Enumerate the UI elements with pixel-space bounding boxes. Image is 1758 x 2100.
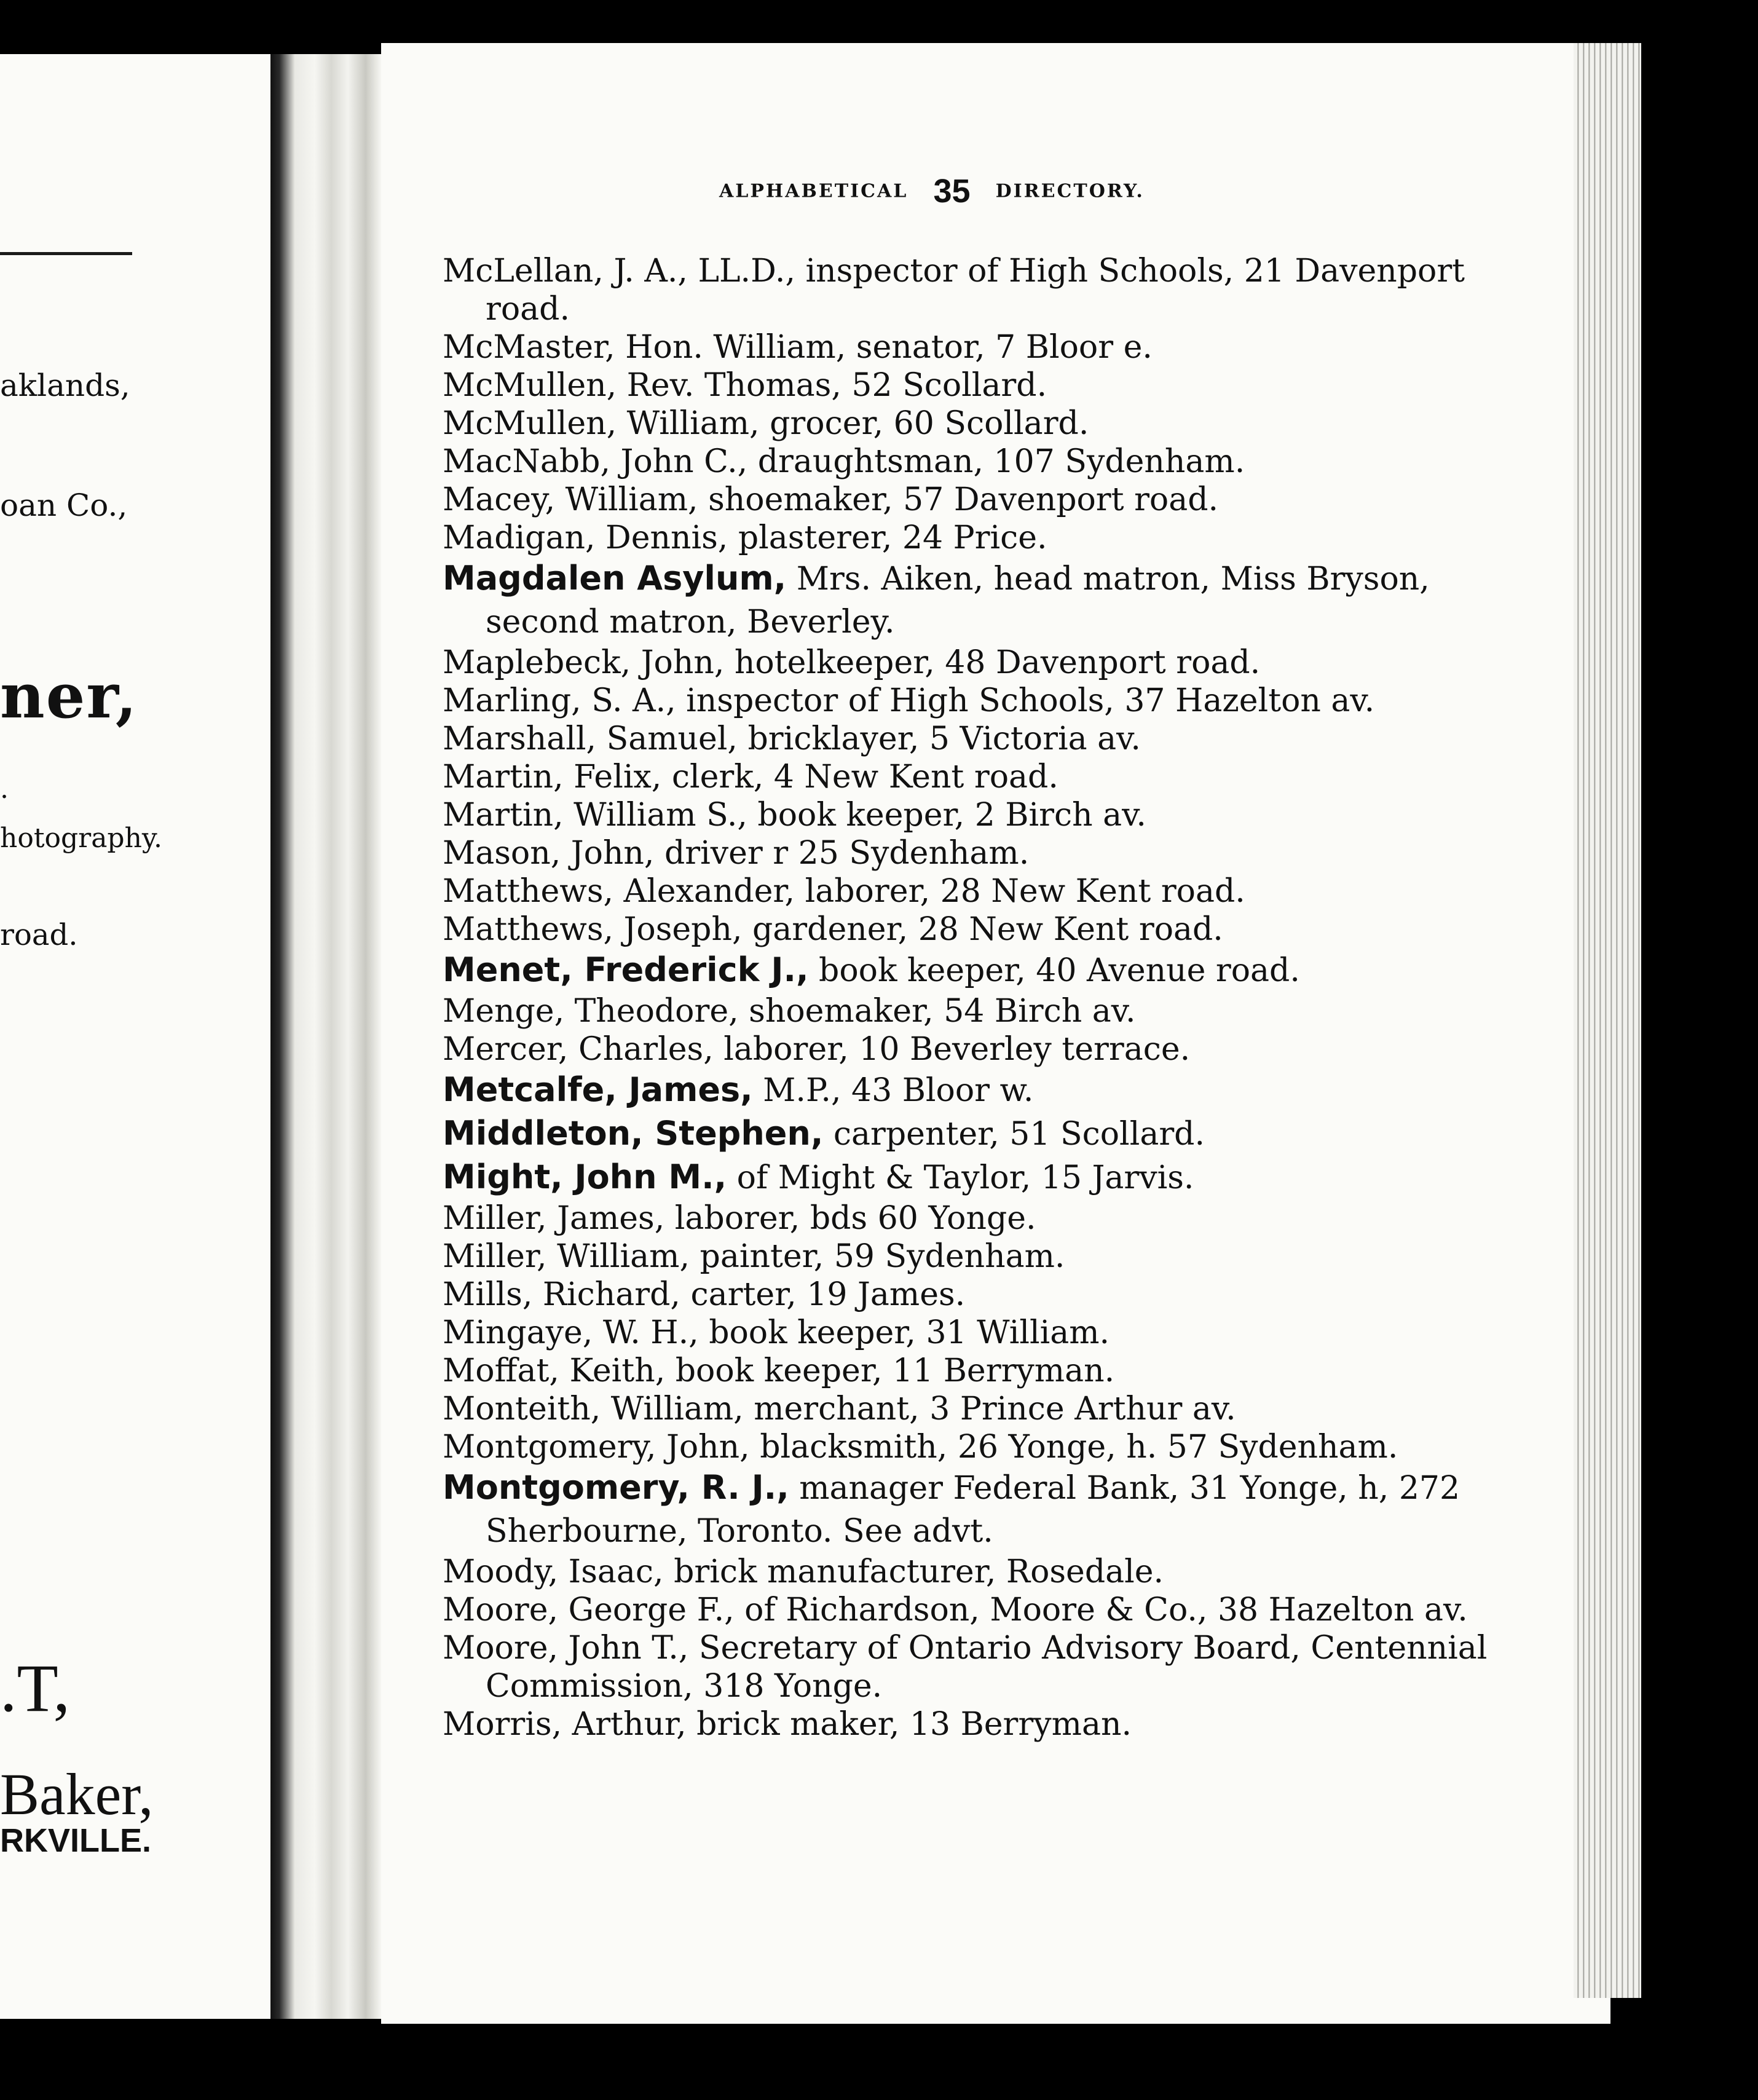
directory-entry bbox=[443, 720, 1524, 758]
entry-details: manager Federal Bank, 31 Yonge, h, 272 Sherbourne, Toronto. See advt. bbox=[486, 1470, 1460, 1550]
left-page-display-text: ner, bbox=[0, 660, 138, 732]
entry-details: senator, 7 Bloor e. bbox=[846, 329, 1153, 366]
entry-name: Montgomery, John, bbox=[443, 1429, 750, 1466]
entry-details: book keeper, 11 Berryman. bbox=[665, 1352, 1115, 1389]
directory-entry bbox=[443, 910, 1524, 949]
directory-entry bbox=[443, 443, 1524, 481]
directory-entries bbox=[443, 252, 1524, 1743]
directory-entry bbox=[443, 1466, 1524, 1553]
directory-entry bbox=[443, 1591, 1524, 1629]
entry-name: McMullen, William, bbox=[443, 405, 760, 442]
directory-entry bbox=[443, 1030, 1524, 1068]
entry-details: painter, 59 Sydenham. bbox=[690, 1238, 1065, 1275]
entry-name: McLellan, J. A., bbox=[443, 253, 688, 290]
entry-name: Macey, William, bbox=[443, 481, 698, 518]
entry-details: brick maker, 13 Berryman. bbox=[686, 1706, 1132, 1743]
entry-name: Martin, William S., bbox=[443, 797, 747, 834]
entry-details: blacksmith, 26 Yonge, h. 57 Sydenham. bbox=[749, 1429, 1398, 1466]
directory-entry bbox=[443, 1068, 1524, 1112]
entry-details: shoemaker, 54 Birch av. bbox=[738, 993, 1136, 1030]
left-page-text: . bbox=[0, 773, 9, 805]
entry-name: Madigan, Dennis, bbox=[443, 519, 728, 556]
directory-entry bbox=[443, 252, 1524, 328]
entry-details: draughtsman, 107 Sydenham. bbox=[747, 443, 1245, 480]
entry-details: Secretary of Ontario Advisory Board, Centennial Commission, 318 Yonge. bbox=[486, 1630, 1488, 1705]
entry-name: Moore, John T., bbox=[443, 1630, 689, 1667]
directory-entry bbox=[443, 949, 1524, 992]
entry-name: Matthews, Alexander, bbox=[443, 873, 795, 910]
left-page-text: hotography. bbox=[0, 823, 162, 854]
directory-entry bbox=[443, 557, 1524, 644]
page-number: 35 bbox=[933, 173, 971, 210]
directory-entry bbox=[443, 1629, 1524, 1705]
left-page-text: aklands, bbox=[0, 368, 130, 403]
entry-details: inspector of High Schools, 37 Hazelton av. bbox=[676, 682, 1375, 719]
directory-entry bbox=[443, 366, 1524, 405]
entry-name: Menge, Theodore, bbox=[443, 993, 739, 1030]
entry-name: Menet, Frederick J., bbox=[443, 950, 809, 989]
header-right-word: DIRECTORY. bbox=[995, 180, 1145, 202]
left-page-rule bbox=[0, 252, 132, 255]
entry-name: Mason, John, bbox=[443, 835, 655, 872]
directory-entry bbox=[443, 1390, 1524, 1428]
page-edges bbox=[1574, 43, 1641, 1998]
entry-details: book keeper, 31 William. bbox=[698, 1314, 1110, 1351]
entry-name: Miller, William, bbox=[443, 1238, 690, 1275]
entry-details: LL.D., inspector of High Schools, 21 Davenport road. bbox=[486, 253, 1465, 328]
entry-details: shoemaker, 57 Davenport road. bbox=[698, 481, 1219, 518]
entry-details: book keeper, 2 Birch av. bbox=[747, 797, 1146, 834]
directory-entry bbox=[443, 758, 1524, 796]
entry-details: of Richardson, Moore & Co., 38 Hazelton av. bbox=[734, 1592, 1468, 1628]
left-page-display-text: Baker, bbox=[0, 1761, 154, 1827]
directory-entry bbox=[443, 1199, 1524, 1238]
entry-details: 52 Scollard. bbox=[841, 367, 1047, 404]
entry-name: Moffat, Keith, bbox=[443, 1352, 666, 1389]
directory-entry bbox=[443, 1428, 1524, 1466]
book-gutter bbox=[270, 54, 381, 2019]
entry-name: MacNabb, John C., bbox=[443, 443, 748, 480]
entry-details: carpenter, 51 Scollard. bbox=[823, 1116, 1205, 1153]
directory-entry bbox=[443, 834, 1524, 872]
directory-entry bbox=[443, 519, 1524, 557]
entry-name: Maplebeck, John, bbox=[443, 644, 725, 681]
entry-name: Might, John M., bbox=[443, 1158, 727, 1196]
entry-details: of Might & Taylor, 15 Jarvis. bbox=[727, 1159, 1194, 1196]
entry-details: driver r 25 Sydenham. bbox=[654, 835, 1030, 872]
entry-details: laborer, bds 60 Yonge. bbox=[664, 1200, 1036, 1237]
directory-entry bbox=[443, 644, 1524, 682]
entry-name: McMaster, Hon. William, bbox=[443, 329, 846, 366]
directory-entry bbox=[443, 1352, 1524, 1390]
entry-name: Miller, James, bbox=[443, 1200, 665, 1237]
directory-entry bbox=[443, 481, 1524, 519]
header-left-word: ALPHABETICAL bbox=[719, 180, 909, 202]
directory-entry bbox=[443, 872, 1524, 910]
entry-details: gardener, 28 New Kent road. bbox=[742, 911, 1223, 948]
entry-name: Monteith, William, bbox=[443, 1391, 744, 1427]
entry-name: Marshall, Samuel, bbox=[443, 720, 738, 757]
entry-details: book keeper, 40 Avenue road. bbox=[808, 952, 1300, 989]
directory-entry bbox=[443, 1553, 1524, 1591]
entry-details: brick manufacturer, Rosedale. bbox=[663, 1553, 1164, 1590]
entry-details: carter, 19 James. bbox=[680, 1276, 966, 1313]
directory-entry bbox=[443, 1112, 1524, 1156]
left-page-display-text: .T, bbox=[0, 1651, 71, 1726]
directory-entry bbox=[443, 1238, 1524, 1276]
entry-details: bricklayer, 5 Victoria av. bbox=[737, 720, 1141, 757]
directory-entry bbox=[443, 796, 1524, 834]
running-header bbox=[719, 172, 1145, 210]
entry-name: Martin, Felix, bbox=[443, 759, 662, 795]
directory-entry bbox=[443, 1276, 1524, 1314]
entry-details: clerk, 4 New Kent road. bbox=[661, 759, 1058, 795]
entry-name: Middleton, Stephen, bbox=[443, 1114, 824, 1153]
entry-name: Moody, Isaac, bbox=[443, 1553, 664, 1590]
left-page-fragment bbox=[0, 54, 270, 2019]
entry-details: hotelkeeper, 48 Davenport road. bbox=[724, 644, 1261, 681]
directory-entry bbox=[443, 328, 1524, 366]
entry-name: Metcalfe, James, bbox=[443, 1070, 753, 1109]
entry-name: Matthews, Joseph, bbox=[443, 911, 743, 948]
entry-details: plasterer, 24 Price. bbox=[728, 519, 1047, 556]
entry-details: grocer, 60 Scollard. bbox=[759, 405, 1089, 442]
directory-entry bbox=[443, 992, 1524, 1030]
entry-name: Mills, Richard, bbox=[443, 1276, 680, 1313]
entry-name: Mingaye, W. H., bbox=[443, 1314, 699, 1351]
left-page-text: oan Co., bbox=[0, 488, 128, 523]
entry-details: merchant, 3 Prince Arthur av. bbox=[743, 1391, 1236, 1427]
entry-details: laborer, 28 New Kent road. bbox=[795, 873, 1245, 910]
left-page-text: road. bbox=[0, 918, 78, 952]
entry-details: laborer, 10 Beverley terrace. bbox=[713, 1031, 1191, 1068]
directory-entry bbox=[443, 1314, 1524, 1352]
entry-name: Mercer, Charles, bbox=[443, 1031, 714, 1068]
directory-entry bbox=[443, 682, 1524, 720]
directory-entry bbox=[443, 1705, 1524, 1743]
directory-entry bbox=[443, 1156, 1524, 1199]
entry-name: Magdalen Asylum, bbox=[443, 559, 787, 598]
directory-entry bbox=[443, 405, 1524, 443]
entry-details: M.P., 43 Bloor w. bbox=[752, 1072, 1034, 1109]
entry-details: Mrs. Aiken, head matron, Miss Bryson, second matron, Beverley. bbox=[486, 561, 1430, 641]
left-page-display-text: RKVILLE. bbox=[0, 1822, 152, 1859]
entry-name: Morris, Arthur, bbox=[443, 1706, 687, 1743]
entry-name: Montgomery, R. J., bbox=[443, 1468, 789, 1507]
entry-name: McMullen, Rev. Thomas, bbox=[443, 367, 842, 404]
entry-name: Moore, George F., bbox=[443, 1592, 735, 1628]
entry-name: Marling, S. A., bbox=[443, 682, 676, 719]
